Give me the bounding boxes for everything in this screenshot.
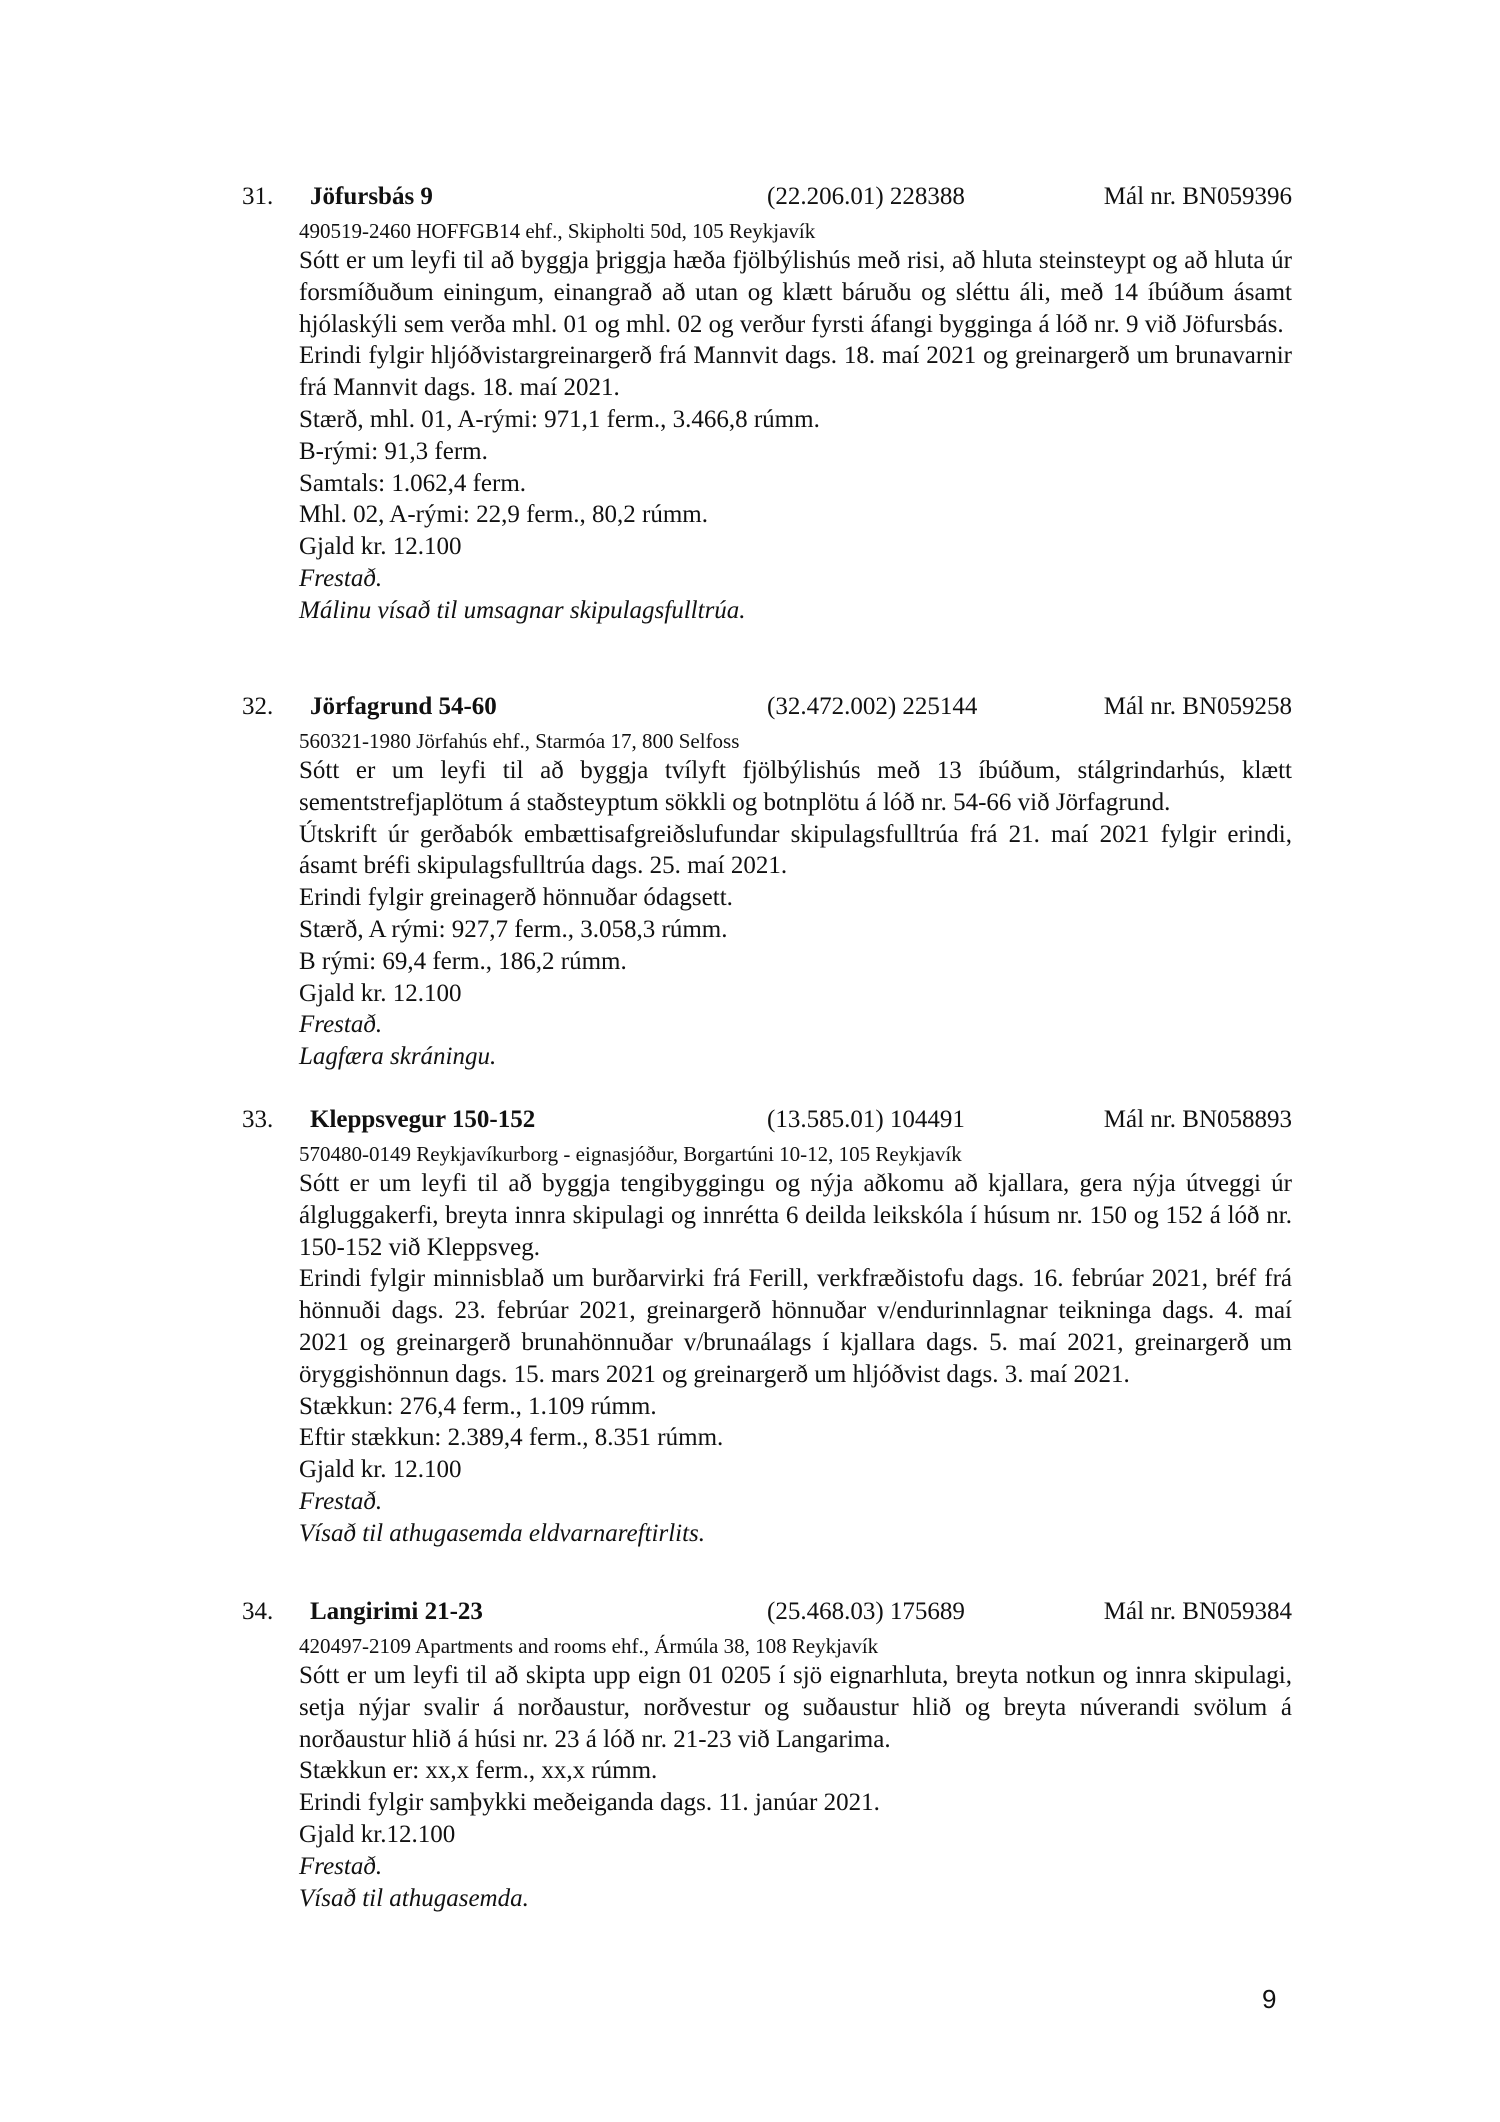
item-number: 34. [242, 1598, 274, 1625]
item-number: 33. [242, 1106, 274, 1133]
item-header [242, 693, 1292, 727]
item-body [299, 217, 1292, 627]
decision-status: Frestað. [299, 564, 383, 592]
property-reference: (22.206.01) 228388 [767, 183, 965, 210]
size-line: Eftir stækkun: 2.389,4 ferm., 8.351 rúmm. [299, 1424, 724, 1452]
attachments: Erindi fylgir samþykki meðeiganda dags. 11. janúar 2021. [299, 1789, 880, 1817]
item-body [299, 727, 1292, 1073]
size-line: B rými: 69,4 ferm., 186,2 rúmm. [299, 947, 627, 975]
item-header [242, 1598, 1292, 1632]
property-reference: (25.468.03) 175689 [767, 1598, 965, 1625]
item-body [299, 1632, 1292, 1914]
case-number: Mál nr. BN059258 [1103, 693, 1292, 720]
item-title: Jöfursbás 9 [310, 183, 433, 210]
case-number: Mál nr. BN059384 [1103, 1598, 1292, 1625]
extra-attachment: Erindi fylgir greinagerð hönnuðar ódagsett. [299, 884, 733, 912]
applicant: 570480-0149 Reykjavíkurborg - eignasjóður, Borgartúni 10-12, 105 Reykjavík [299, 1142, 962, 1166]
property-reference: (32.472.002) 225144 [767, 693, 978, 720]
agenda-item-32 [242, 693, 1292, 1073]
item-title: Kleppsvegur 150-152 [310, 1106, 536, 1133]
case-number: Mál nr. BN059396 [1103, 183, 1292, 210]
size-line: Stærð, A rými: 927,7 ferm., 3.058,3 rúmm. [299, 915, 728, 943]
agenda-item-33 [242, 1106, 1292, 1550]
item-header [242, 183, 1292, 217]
decision-note: Vísað til athugasemda eldvarnareftirlits. [299, 1519, 706, 1547]
page-number: 9 [1262, 1984, 1277, 2014]
decision-status: Frestað. [299, 1852, 383, 1880]
size-line: Samtals: 1.062,4 ferm. [299, 469, 527, 497]
fee: Gjald kr. 12.100 [299, 533, 462, 561]
item-number: 31. [242, 183, 274, 210]
item-title: Langirimi 21-23 [310, 1598, 483, 1625]
description: Sótt er um leyfi til að byggja tvílyft fjölbýlishús með 13 íbúðum, stálgrindarhús, klætt sementstrefjaplötum á staðsteyptum sökkli og botnplötu á lóð nr. 54-66 við Jörfagrund. [299, 757, 1292, 816]
size-line: Stækkun: 276,4 ferm., 1.109 rúmm. [299, 1392, 657, 1420]
applicant: 560321-1980 Jörfahús ehf., Starmóa 17, 800 Selfoss [299, 729, 740, 753]
decision-note: Vísað til athugasemda. [299, 1884, 529, 1912]
size-line: Stækkun er: xx,x ferm., xx,x rúmm. [299, 1757, 658, 1785]
fee: Gjald kr. 12.100 [299, 979, 462, 1007]
description: Sótt er um leyfi til að byggja þriggja hæða fjölbýlishús með risi, að hluta steinsteypt og að hluta úr forsmíðuðum einingum, einangrað að utan og klætt báruðu og sléttu áli, með 14 íbúðum ásamt hjólaskýli sem verða mhl. 01 og mhl. 02 og verður fyrsti áfangi bygginga á lóð nr. 9 við Jöfursbás. [299, 247, 1292, 338]
item-body [299, 1140, 1292, 1550]
agenda-item-31 [242, 183, 1292, 627]
attachments: Erindi fylgir minnisblað um burðarvirki frá Ferill, verkfræðistofu dags. 16. febrúar 2021, bréf frá hönnuði dags. 23. febrúar 2021, greinargerð hönnuðar v/endurinnlagnar teikninga dags. 4. maí 2021 og greinargerð brunahönnuðar v/brunaálags í kjallara dags. 5. maí 2021, greinargerð um öryggishönnun dags. 15. mars 2021 og greinargerð um hljóðvist dags. 3. maí 2021. [299, 1265, 1292, 1388]
description: Sótt er um leyfi til að byggja tengibyggingu og nýja aðkomu að kjallara, gera nýja útveggi úr álgluggakerfi, breyta innra skipulagi og innrétta 6 deilda leikskóla í húsum nr. 150 og 152 á lóð nr. 150-152 við Kleppsveg. [299, 1170, 1292, 1261]
property-reference: (13.585.01) 104491 [767, 1106, 965, 1133]
attachments: Erindi fylgir hljóðvistargreinargerð frá Mannvit dags. 18. maí 2021 og greinargerð um brunavarnir frá Mannvit dags. 18. maí 2021. [299, 342, 1292, 402]
item-number: 32. [242, 693, 274, 720]
decision-note: Lagfæra skráningu. [299, 1043, 497, 1071]
decision-status: Frestað. [299, 1011, 383, 1039]
decision-status: Frestað. [299, 1487, 383, 1515]
decision-note: Málinu vísað til umsagnar skipulagsfulltrúa. [299, 596, 746, 624]
item-header [242, 1106, 1292, 1140]
size-line: Mhl. 02, A-rými: 22,9 ferm., 80,2 rúmm. [299, 501, 708, 529]
fee: Gjald kr.12.100 [299, 1820, 456, 1848]
attachments: Útskrift úr gerðabók embættisafgreiðslufundar skipulagsfulltrúa frá 21. maí 2021 fylgir erindi, ásamt bréfi skipulagsfulltrúa dags. 25. maí 2021. [299, 820, 1292, 880]
applicant: 420497-2109 Apartments and rooms ehf., Ármúla 38, 108 Reykjavík [299, 1634, 879, 1658]
applicant: 490519-2460 HOFFGB14 ehf., Skipholti 50d, 105 Reykjavík [299, 219, 816, 243]
case-number: Mál nr. BN058893 [1103, 1106, 1292, 1133]
size-line: Stærð, mhl. 01, A-rými: 971,1 ferm., 3.466,8 rúmm. [299, 405, 820, 433]
fee: Gjald kr. 12.100 [299, 1456, 462, 1484]
size-line: B-rými: 91,3 ferm. [299, 437, 488, 465]
item-title: Jörfagrund 54-60 [310, 693, 497, 720]
description: Sótt er um leyfi til að skipta upp eign 01 0205 í sjö eignarhluta, breyta notkun og innra skipulagi, setja nýjar svalir á norðaustur, norðvestur og suðaustur hlið og breyta núverandi svölum á norðaustur hlið á húsi nr. 23 á lóð nr. 21-23 við Langarima. [299, 1662, 1292, 1753]
agenda-item-34 [242, 1598, 1292, 1914]
